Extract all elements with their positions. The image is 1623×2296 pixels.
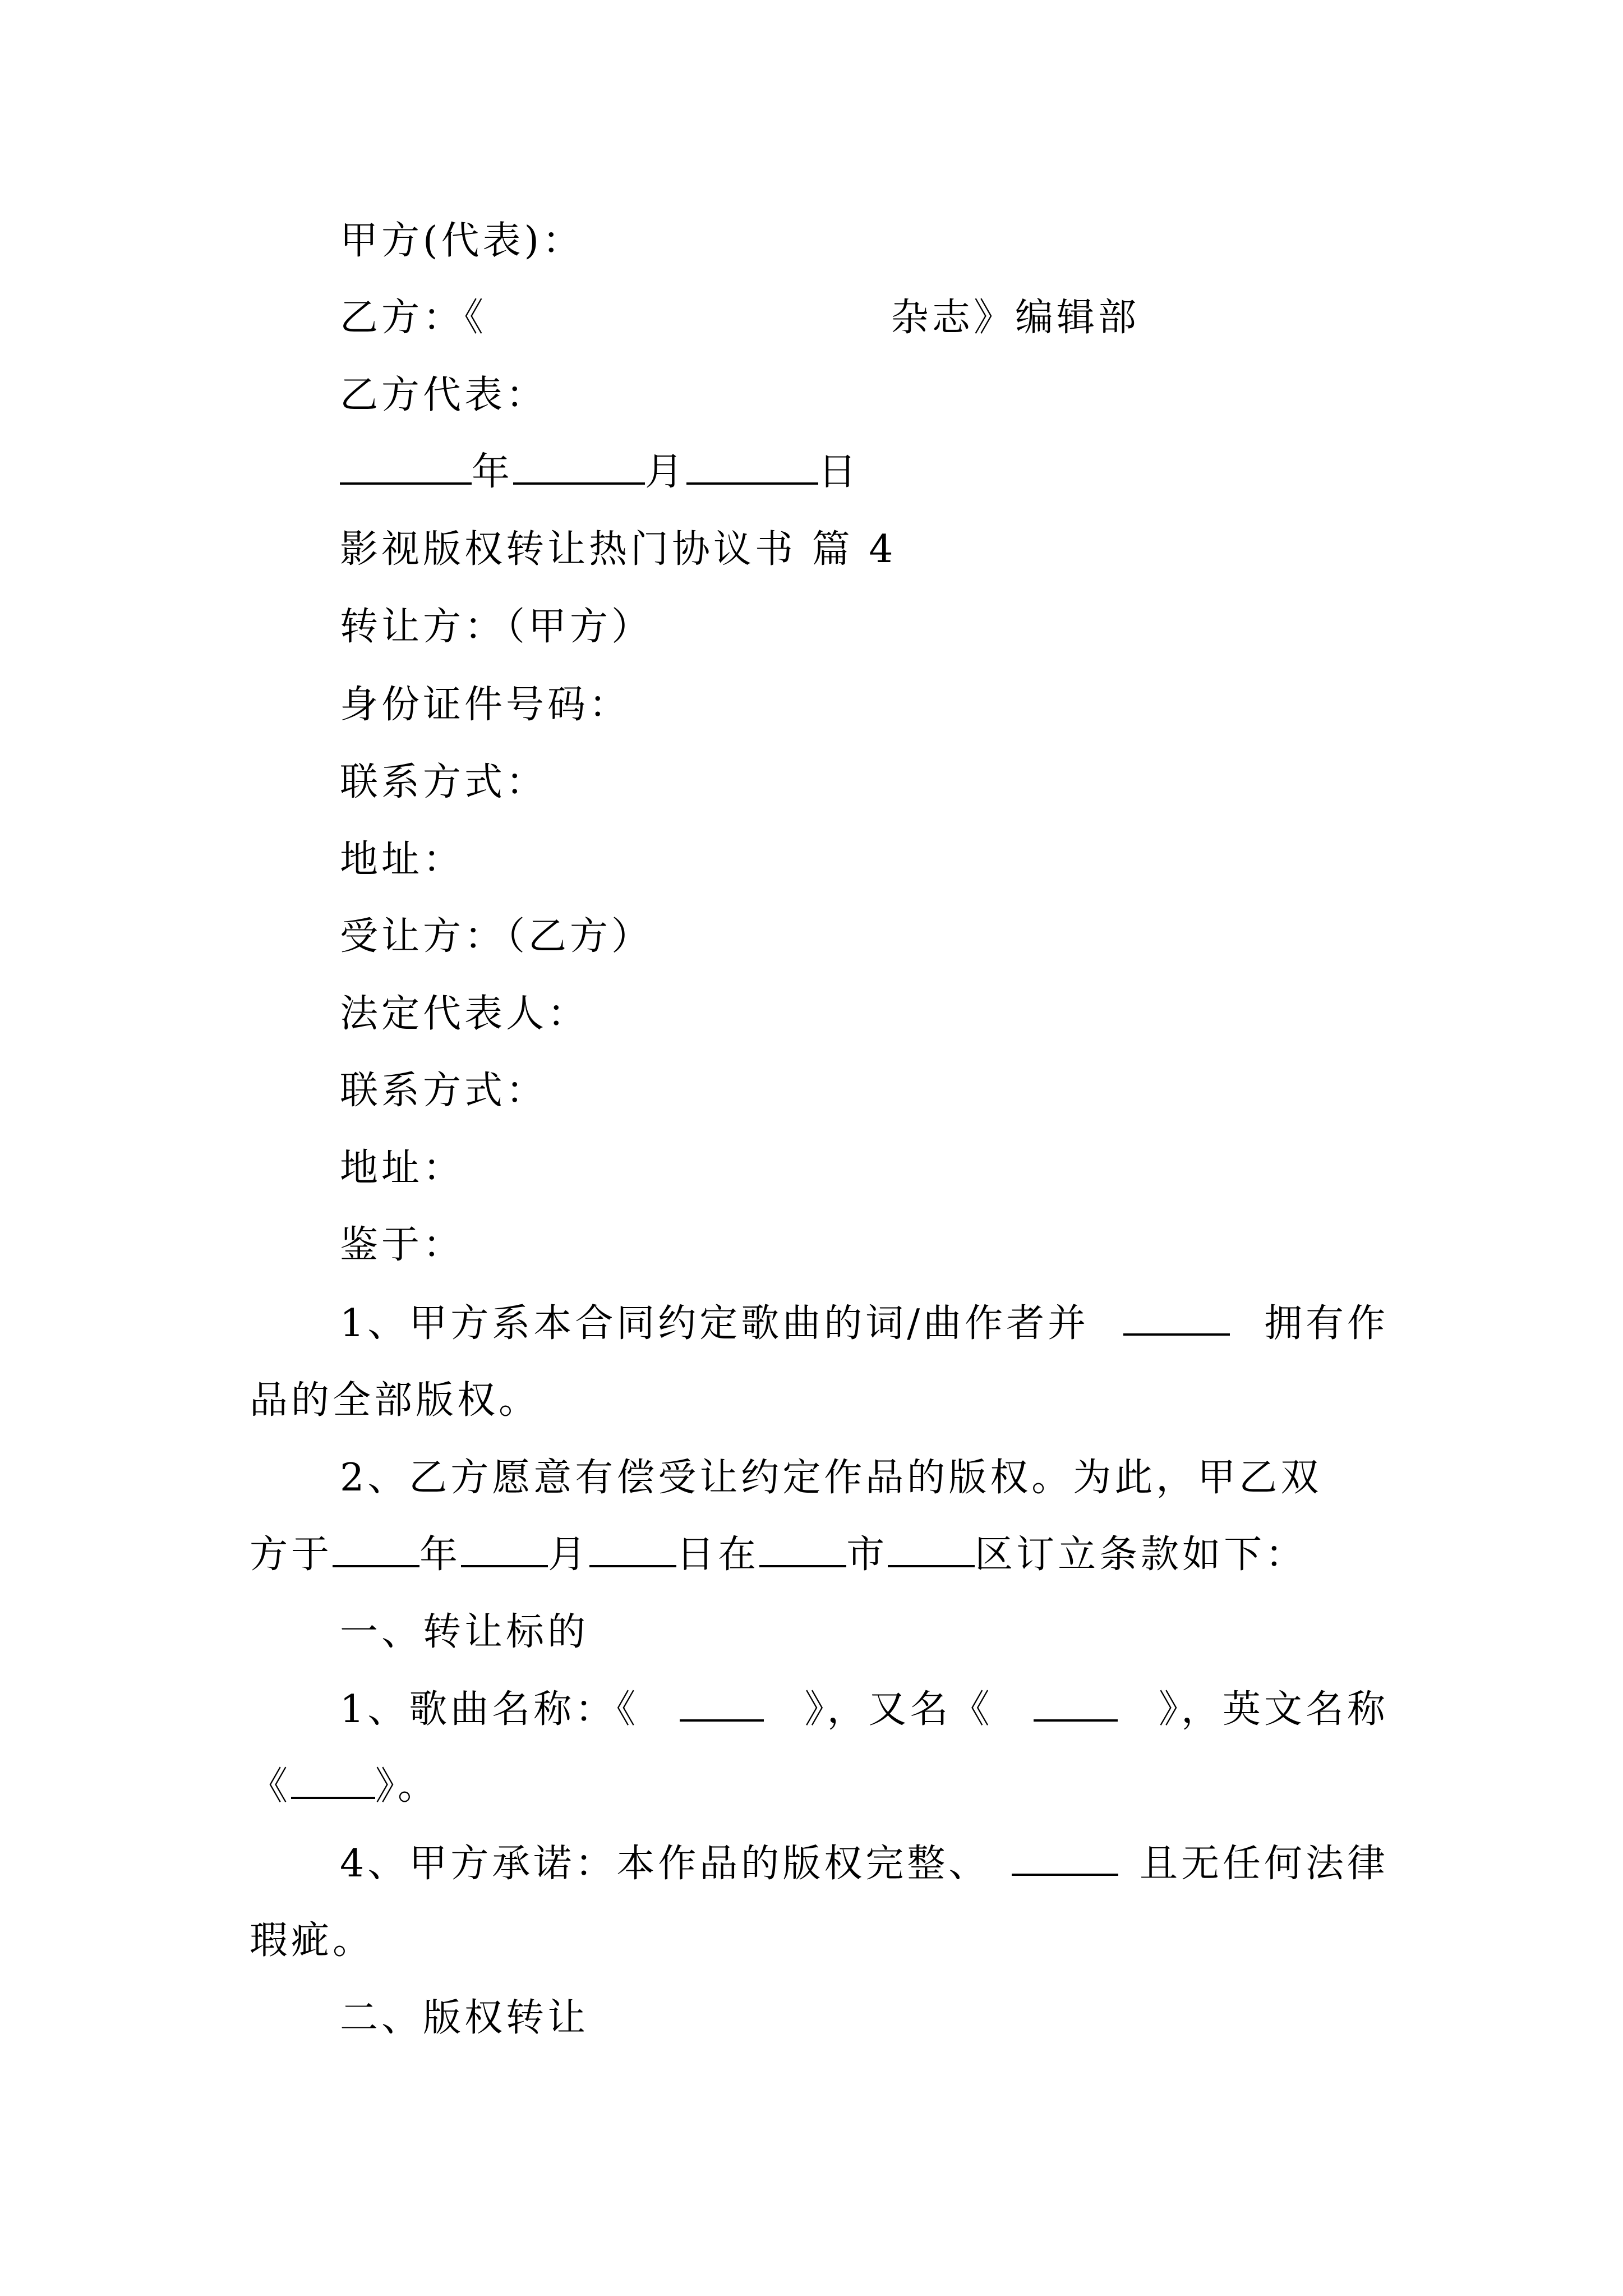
heading-transfer-subject: 一、转让标的: [340, 1610, 589, 1654]
month-blank: [513, 448, 645, 485]
transferor-label: 转让方：（甲方）: [340, 605, 653, 649]
transferee-address-label: 地址：: [340, 1146, 465, 1190]
transferor-address-label: 地址：: [340, 838, 465, 882]
recital-2-line-1: 2、乙方愿意有偿受让约定作品的版权。为此，甲乙双: [340, 1456, 1322, 1500]
legal-representative-label: 法定代表人：: [340, 992, 589, 1036]
clause-1-line-1: 1、歌曲名称：《 》，又名《 》，英文名称: [340, 1685, 1389, 1735]
whereas-label: 鉴于：: [340, 1223, 465, 1267]
transferee-contact-label: 联系方式：: [340, 1069, 548, 1113]
recital-1-line-1: 1、甲方系本合同约定歌曲的词/曲作者并 拥有作: [340, 1299, 1389, 1349]
transferor-contact-label: 联系方式：: [340, 760, 548, 804]
recital-2-line-2: 方于 年 月 日在 市 区订立条款如下：: [250, 1530, 1307, 1580]
signing-date: 年 月 日: [340, 447, 860, 498]
id-number-label: 身份证件号码：: [340, 683, 631, 727]
day-blank: [686, 448, 818, 485]
clause-4-line-2: 瑕疵。: [250, 1918, 375, 1963]
clause-1-line-2: 《 》。: [250, 1761, 439, 1812]
party-b-representative: 乙方代表：: [340, 373, 548, 417]
heading-copyright-transfer: 二、版权转让: [340, 1996, 589, 2040]
section-title: 影视版权转让热门协议书 篇 4: [340, 527, 897, 572]
transferee-label: 受让方：（乙方）: [340, 914, 653, 959]
party-b-magazine: 乙方：《 杂志》编辑部: [340, 296, 1140, 340]
year-blank: [340, 448, 472, 485]
clause-4-line-1: 4、甲方承诺：本作品的版权完整、 且无任何法律: [340, 1839, 1389, 1889]
recital-1-line-2: 品的全部版权。: [250, 1378, 541, 1423]
party-a-representative: 甲方(代表)：: [340, 219, 584, 263]
